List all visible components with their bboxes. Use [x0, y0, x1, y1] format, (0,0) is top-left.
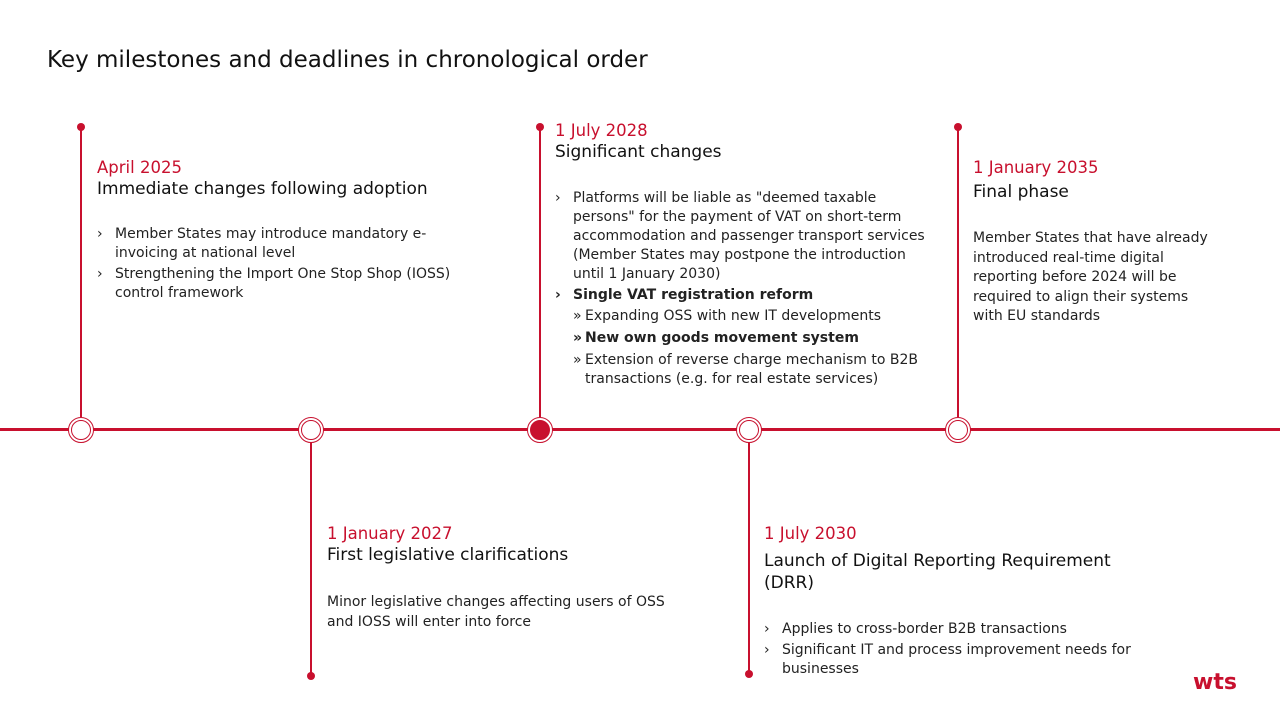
- milestone-3-stem: [539, 127, 541, 417]
- milestone-2-title: First legislative clarifications: [327, 545, 569, 565]
- milestone-2-date: 1 January 2027: [327, 524, 453, 543]
- milestone-5-title: Final phase: [973, 182, 1069, 202]
- milestone-5-description: Member States that have already introduced real-time digital reporting before 2024 will be required to align their systems with EU standards: [973, 230, 1208, 324]
- milestone-1-bullet: › Strengthening the Import One Stop Shop (IOSS) control framework: [97, 265, 457, 303]
- milestone-4-title: Launch of Digital Reporting Requirement (DRR): [764, 551, 1111, 593]
- milestone-3-node-active: [527, 417, 553, 443]
- milestone-1-bullet: › Member States may introduce mandatory e-invoicing at national level: [97, 225, 457, 263]
- milestone-4-node: [736, 417, 762, 443]
- milestone-3-sub-bullet: » New own goods movement system: [573, 329, 935, 348]
- page-title: Key milestones and deadlines in chronological order: [47, 47, 648, 73]
- milestone-5-stem-dot: [954, 123, 962, 131]
- milestone-2-node: [298, 417, 324, 443]
- milestone-4-stem: [748, 443, 750, 674]
- milestone-1: [97, 157, 457, 305]
- milestone-5-node: [945, 417, 971, 443]
- milestone-5-stem: [957, 127, 959, 417]
- milestone-2-description: Minor legislative changes affecting users of OSS and IOSS will enter into force: [327, 594, 665, 630]
- milestone-4-bullet: › Applies to cross-border B2B transactions: [764, 620, 1154, 639]
- milestone-1-title: Immediate changes following adoption: [97, 179, 428, 199]
- milestone-4-bullet: › Significant IT and process improvement needs for businesses: [764, 641, 1154, 679]
- milestone-4: [764, 523, 1154, 681]
- milestone-2-stem-dot: [307, 672, 315, 680]
- milestone-1-stem-dot: [77, 123, 85, 131]
- milestone-1-stem: [80, 127, 82, 417]
- milestone-4-bullets: [764, 620, 1154, 679]
- milestone-2-stem: [310, 443, 312, 676]
- milestone-3-stem-dot: [536, 123, 544, 131]
- milestone-5-date: 1 January 2035: [973, 158, 1099, 177]
- milestone-3-sub-bullet: » Expanding OSS with new IT developments: [573, 307, 935, 326]
- timeline-axis: [0, 428, 1280, 431]
- milestone-3-bullets: [555, 189, 935, 389]
- milestone-1-node: [68, 417, 94, 443]
- milestone-1-bullets: [97, 225, 457, 303]
- milestone-3-date: 1 July 2028: [555, 121, 648, 140]
- milestone-3-title: Significant changes: [555, 142, 722, 162]
- milestone-3-bullet: [555, 286, 935, 389]
- milestone-3-bullet: › Platforms will be liable as "deemed taxable persons" for the payment of VAT on short-term accommodation and passenger transport services (Member States may postpone the introduction until 1 January 2030): [555, 189, 935, 284]
- milestone-3: [555, 120, 935, 392]
- wts-logo: wts: [1193, 670, 1237, 695]
- milestone-2: [327, 523, 692, 632]
- milestone-3-bullet-label: Single VAT registration reform: [573, 287, 814, 303]
- milestone-4-stem-dot: [745, 670, 753, 678]
- milestone-4-date: 1 July 2030: [764, 524, 857, 543]
- milestone-3-sub-bullets: [573, 307, 935, 389]
- milestone-1-date: April 2025: [97, 158, 182, 177]
- milestone-5: [973, 157, 1218, 327]
- milestone-3-sub-bullet: » Extension of reverse charge mechanism to B2B transactions (e.g. for real estate services): [573, 351, 935, 389]
